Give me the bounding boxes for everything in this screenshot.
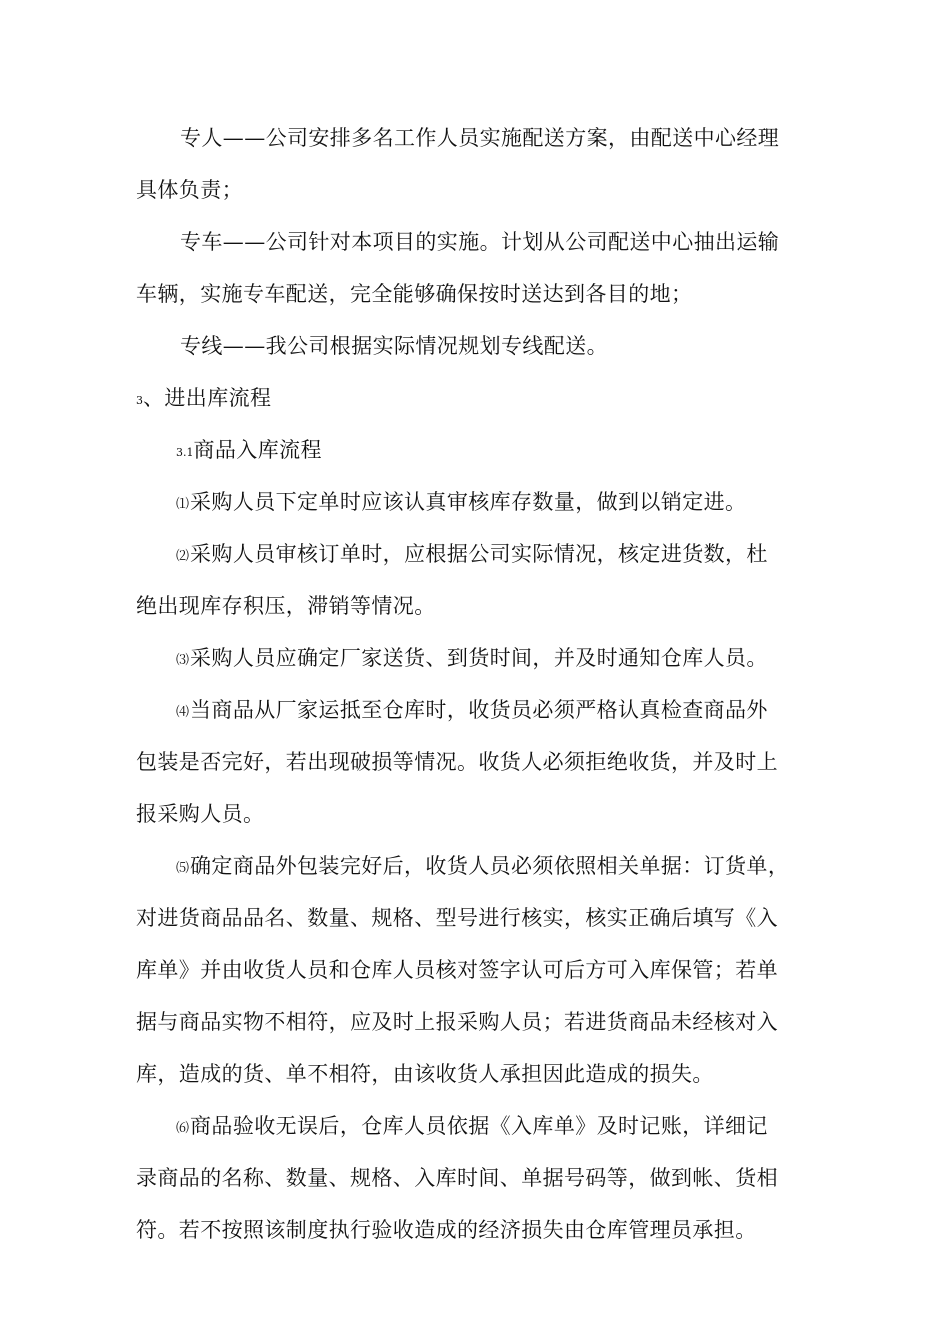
list-item-5-line3: 库单》并由收货人员和仓库人员核对签字认可后方可入库保管；若单 xyxy=(136,958,778,982)
paragraph-dedicated-staff-line2: 具体负责； xyxy=(136,178,243,202)
subsection-title: 商品入库流程 xyxy=(193,438,322,462)
list-item-2-line2: 绝出现库存积压，滞销等情况。 xyxy=(136,594,436,618)
list-item-1-line1 xyxy=(176,487,746,520)
list-marker: ⑷ xyxy=(176,705,190,720)
section-heading-3 xyxy=(136,383,271,416)
list-item-text: 采购人员审核订单时，应根据公司实际情况，核定进货数，杜 xyxy=(190,542,768,566)
list-item-5-line4: 据与商品实物不相符，应及时上报采购人员；若进货商品未经核对入 xyxy=(136,1010,778,1034)
subsection-number: 3.1 xyxy=(176,446,194,459)
list-marker: ⑹ xyxy=(176,1121,190,1136)
section-title: 、进出库流程 xyxy=(143,386,272,410)
list-item-5-line2: 对进货商品品名、数量、规格、型号进行核实，核实正确后填写《入 xyxy=(136,906,778,930)
list-marker: ⑴ xyxy=(176,497,190,512)
list-marker: ⑶ xyxy=(176,653,190,668)
paragraph-dedicated-vehicle-line1: 专车——公司针对本项目的实施。计划从公司配送中心抽出运输 xyxy=(180,230,780,254)
list-item-6-line2: 录商品的名称、数量、规格、入库时间、单据号码等，做到帐、货相 xyxy=(136,1166,778,1190)
list-item-3-line1 xyxy=(176,643,768,676)
list-item-4-line3: 报采购人员。 xyxy=(136,802,265,826)
subsection-heading-3-1 xyxy=(176,435,322,468)
list-item-5-line1 xyxy=(176,851,789,884)
list-item-text: 当商品从厂家运抵至仓库时，收货员必须严格认真检查商品外 xyxy=(190,698,768,722)
list-item-5-line5: 库，造成的货、单不相符，由该收货人承担因此造成的损失。 xyxy=(136,1062,714,1086)
list-item-text: 采购人员应确定厂家送货、到货时间，并及时通知仓库人员。 xyxy=(190,646,768,670)
list-item-2-line1 xyxy=(176,539,768,572)
list-marker: ⑵ xyxy=(176,549,190,564)
list-item-text: 采购人员下定单时应该认真审核库存数量，做到以销定进。 xyxy=(190,490,747,514)
list-item-6-line3: 符。若不按照该制度执行验收造成的经济损失由仓库管理员承担。 xyxy=(136,1218,757,1242)
list-item-4-line1 xyxy=(176,695,768,728)
section-number: 3 xyxy=(136,394,143,407)
list-item-text: 确定商品外包装完好后，收货人员必须依照相关单据：订货单， xyxy=(190,854,790,878)
list-item-6-line1 xyxy=(176,1111,768,1144)
paragraph-dedicated-route-line1: 专线——我公司根据实际情况规划专线配送。 xyxy=(180,334,608,358)
list-marker: ⑸ xyxy=(176,861,190,876)
paragraph-dedicated-staff-line1: 专人——公司安排多名工作人员实施配送方案，由配送中心经理 xyxy=(180,126,780,150)
list-item-4-line2: 包装是否完好，若出现破损等情况。收货人必须拒绝收货，并及时上 xyxy=(136,750,778,774)
list-item-text: 商品验收无误后，仓库人员依据《入库单》及时记账，详细记 xyxy=(190,1114,768,1138)
paragraph-dedicated-vehicle-line2: 车辆，实施专车配送，完全能够确保按时送达到各目的地； xyxy=(136,282,693,306)
